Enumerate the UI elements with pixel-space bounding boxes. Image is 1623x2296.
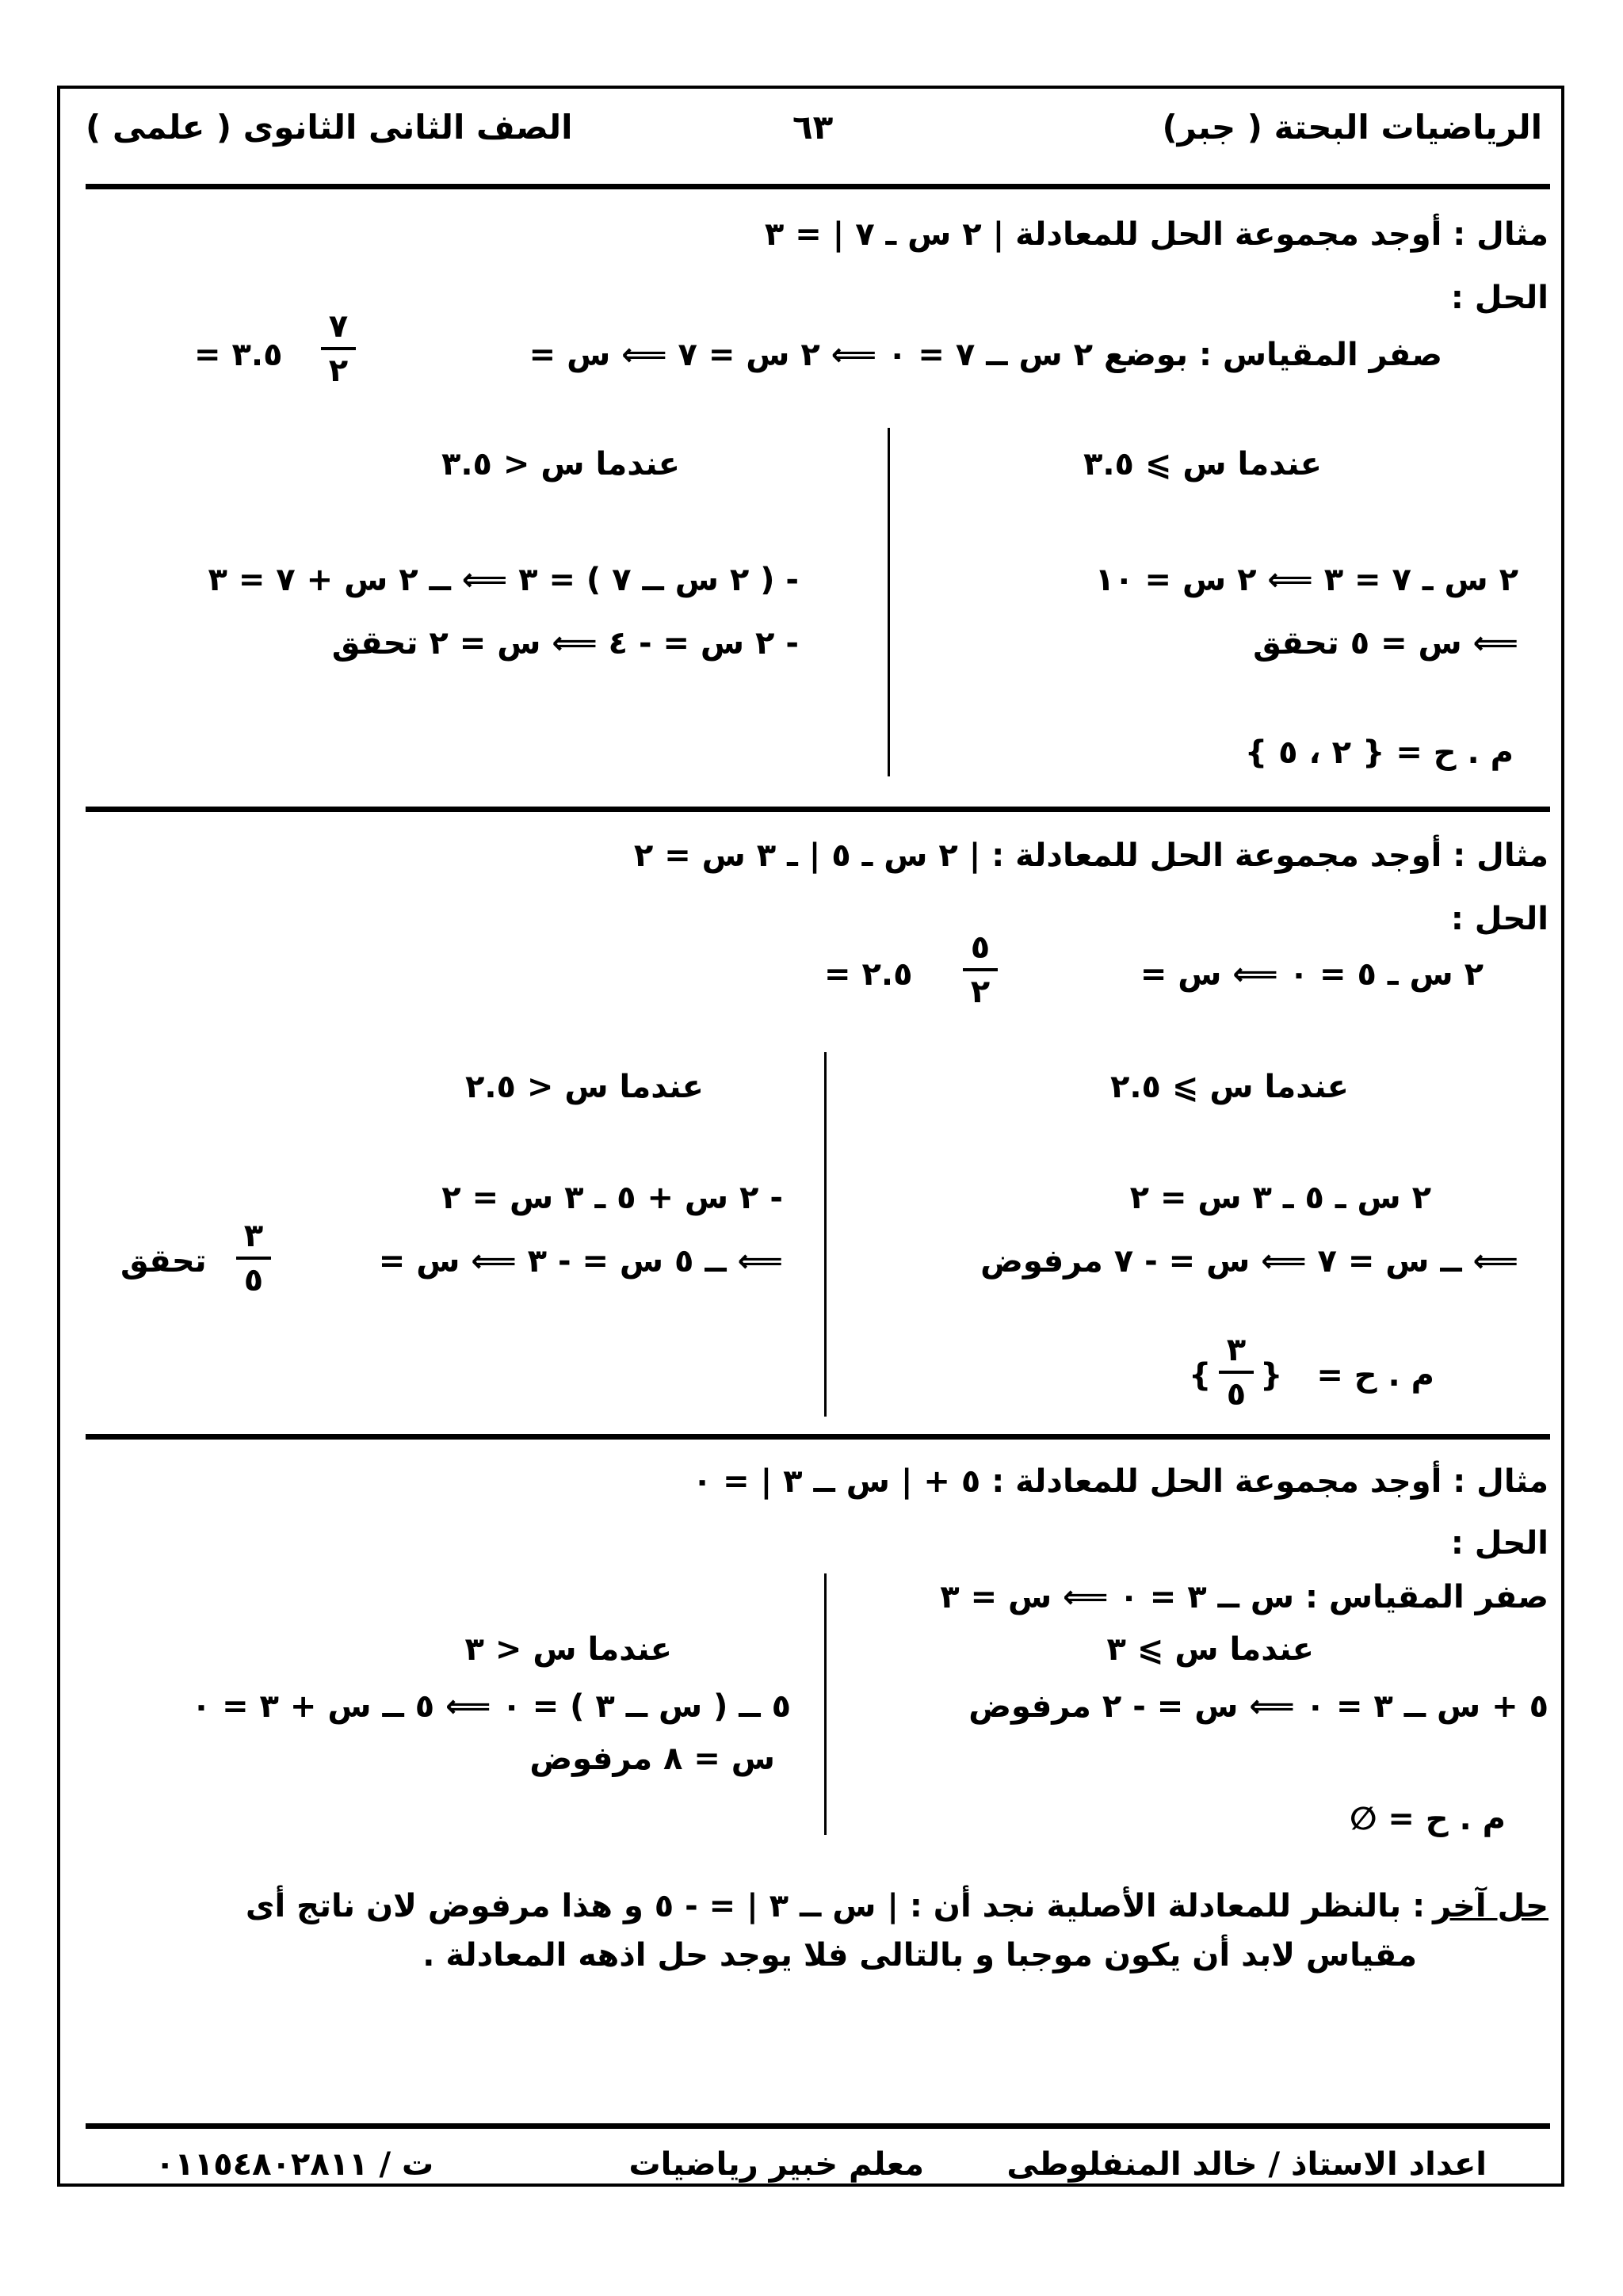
ex3-alt-label: حل آخر: [1433, 1888, 1549, 1924]
ex1-zero-result: = ٣.٥: [194, 337, 283, 373]
ex2-left-frac-den: ٥: [243, 1262, 264, 1299]
ex1-column-divider: [888, 428, 890, 776]
ex2-set-close-brace: }: [1260, 1357, 1283, 1394]
fraction-bar: [963, 968, 998, 971]
footer-divider: [86, 2123, 1550, 2129]
page-number: ٦٣: [792, 108, 834, 147]
ex1-left-line1: - ( ٢ س ــ ٧ ) = ٣ ⟸ ــ ٢ س + ٧ = ٣: [208, 562, 799, 598]
fraction-bar: [236, 1257, 271, 1260]
ex2-left-case: عندما س < ٢.٥: [464, 1069, 704, 1105]
ex2-right-line2: ⟸ ــ س = ٧ ⟸ س = - ٧ مرفوض: [980, 1243, 1518, 1280]
ex2-zero-frac-den: ٢: [970, 974, 991, 1010]
ex2-right-line1: ٢ س ـ ٥ ـ ٣ س = ٢: [1129, 1180, 1431, 1216]
ex2-set-open-brace: {: [1189, 1357, 1212, 1394]
page-frame: [57, 86, 1564, 2187]
ex1-left-case: عندما س < ٣.٥: [441, 446, 680, 482]
ex3-right-set: م . ح = ∅: [1350, 1801, 1506, 1837]
ex3-question: مثال : أوجد مجموعة الحل للمعادلة : ٥ + | س ــ ٣ | = ٠: [692, 1463, 1549, 1500]
fraction-bar: [321, 347, 356, 350]
header-subject: الرياضيات البحتة ( جبر): [1162, 108, 1542, 147]
ex2-zero-line: ٢ س ـ ٥ = ٠ ⟸ س =: [1140, 956, 1484, 993]
ex2-right-set-num: ٣: [1226, 1332, 1247, 1368]
ex3-left-case: عندما س < ٣: [464, 1631, 672, 1668]
ex3-zero-line: صفر المقياس : س ــ ٣ = ٠ ⟸ س = ٣: [940, 1579, 1549, 1615]
ex1-left-line2: - ٢ س = - ٤ ⟸ س = ٢ تحقق: [331, 625, 799, 662]
ex2-question: مثال : أوجد مجموعة الحل للمعادلة : | ٢ س ـ ٥ | ـ ٣ س = ٢: [633, 837, 1549, 874]
ex2-left-line1: - ٢ س + ٥ ـ ٣ س = ٢: [441, 1180, 783, 1216]
footer-title: معلم خبير رياضيات: [628, 2146, 924, 2183]
ex1-right-line2: ⟸ س = ٥ تحقق: [1253, 625, 1518, 662]
ex3-alt-line1: : بالنظر للمعادلة الأصلية نجد أن : | س ــ ٣ | = - ٥ و هذا مرفوض لان ناتج أى: [245, 1888, 1426, 1924]
ex3-left-line2: س = ٨ مرفوض: [529, 1741, 775, 1777]
ex2-right-set-fraction: [1219, 1332, 1254, 1413]
ex1-solution-label: الحل :: [1450, 280, 1549, 316]
ex3-right-case: عندما س ⩾ ٣: [1106, 1631, 1314, 1668]
ex1-right-set: م . ح = { ٢ ، ٥ }: [1244, 734, 1514, 771]
ex2-left-frac-num: ٣: [243, 1218, 264, 1254]
ex3-left-line1: ٥ ــ ( س ــ ٣ ) = ٠ ⟸ ٥ ــ س + ٣ = ٠: [191, 1688, 791, 1725]
ex3-alt-line1-row: [246, 1890, 1549, 1922]
ex3-column-divider: [824, 1573, 827, 1835]
ex2-zero-frac-num: ٥: [970, 929, 991, 966]
ex2-zero-result: = ٢.٥: [824, 956, 913, 993]
ex1-zero-frac-den: ٢: [328, 353, 349, 389]
ex3-solution-label: الحل :: [1450, 1525, 1549, 1562]
ex1-zero-fraction: [321, 308, 356, 389]
ex1-question: مثال : أوجد مجموعة الحل للمعادلة | ٢ س ـ ٧ | = ٣: [764, 216, 1549, 253]
header-grade: الصف الثانى الثانوى ( علمى ): [86, 108, 573, 147]
ex1-zero-frac-num: ٧: [328, 308, 349, 345]
fraction-bar: [1219, 1371, 1254, 1374]
ex1-right-line1: ٢ س ـ ٧ = ٣ ⟸ ٢ س = ١٠: [1094, 562, 1518, 598]
ex2-solution-label: الحل :: [1450, 901, 1549, 937]
header-divider: [86, 184, 1550, 189]
footer-author: اعداد الاستاذ / خالد المنفلوطى: [1006, 2146, 1487, 2183]
ex2-left-result: تحقق: [120, 1243, 207, 1280]
ex2-left-fraction: [236, 1218, 271, 1299]
ex2-zero-fraction: [963, 929, 998, 1010]
ex2-left-line2: ⟸ ــ ٥ س = - ٣ ⟸ س =: [378, 1243, 783, 1280]
ex2-right-set-prefix: م . ح =: [1316, 1357, 1434, 1394]
ex1-zero-line: صفر المقياس : بوضع ٢ س ــ ٧ = ٠ ⟸ ٢ س = ٧ ⟸ س =: [529, 337, 1442, 373]
ex2-right-case: عندما س ⩾ ٢.٥: [1109, 1069, 1349, 1105]
ex1-divider: [86, 807, 1550, 812]
ex2-right-set-den: ٥: [1226, 1376, 1247, 1413]
footer-phone: ت / ٠١١٥٤٨٠٢٨١١: [155, 2146, 434, 2183]
ex1-right-case: عندما س ⩾ ٣.٥: [1083, 446, 1322, 482]
ex2-divider: [86, 1434, 1550, 1440]
ex2-column-divider: [824, 1052, 827, 1417]
ex3-alt-line2: مقياس لابد أن يكون موجبا و بالتالى فلا يوجد حل اذهه المعادلة .: [422, 1937, 1417, 1974]
ex3-right-line1: ٥ + س ــ ٣ = ٠ ⟸ س = - ٢ مرفوض: [968, 1688, 1549, 1725]
